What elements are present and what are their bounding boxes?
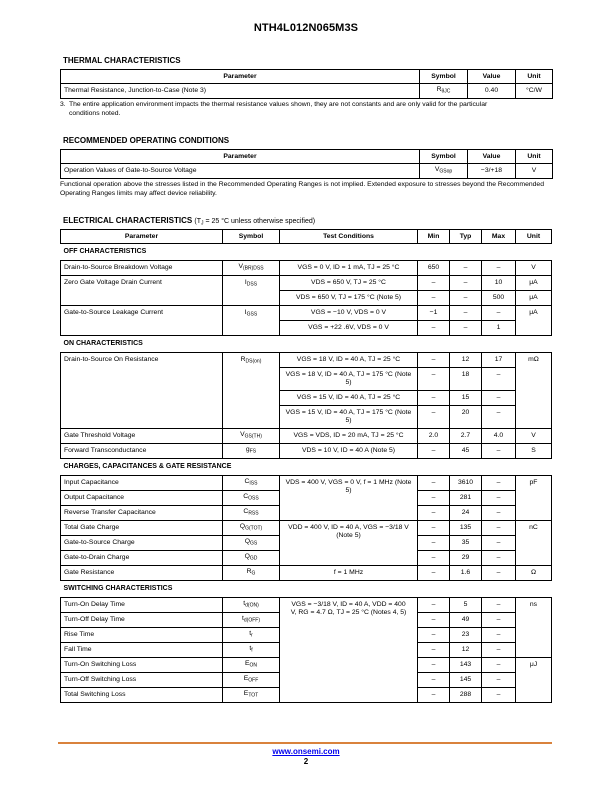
table-row — [61, 353, 552, 368]
typ-cell: – — [450, 261, 482, 276]
min-cell: – — [418, 276, 450, 291]
condition-cell: VGS = VDS, ID = 20 mA, TJ = 25 °C — [280, 429, 418, 444]
col-parameter: Parameter — [61, 70, 420, 84]
parameter-cell: Turn-On Switching Loss — [61, 658, 223, 673]
table-row — [61, 276, 552, 291]
symbol-cell — [223, 306, 280, 336]
parameter-cell: Turn-Off Delay Time — [61, 613, 223, 628]
parameter-cell: Gate-to-Source Leakage Current — [61, 306, 223, 336]
symbol-cell — [223, 673, 280, 688]
typ-cell: 2.7 — [450, 429, 482, 444]
symbol-cell — [223, 688, 280, 703]
min-cell: – — [418, 658, 450, 673]
parameter-cell: Reverse Transfer Capacitance — [61, 506, 223, 521]
condition-cell: VGS = 18 V, ID = 40 A, TJ = 25 °C — [280, 353, 418, 368]
condition-cell: VGS = −3/18 V, ID = 40 A, VDD = 400 V, RG = 4.7 Ω, TJ = 25 °C (Notes 4, 5) — [280, 598, 418, 703]
symbol-main: V — [240, 431, 245, 439]
max-cell: – — [482, 536, 516, 551]
subtitle-sub: J — [201, 220, 204, 227]
typ-cell: – — [450, 321, 482, 336]
min-cell: – — [418, 673, 450, 688]
page-title: NTH4L012N065M3S — [253, 22, 359, 34]
page-number: 2 — [303, 757, 309, 766]
min-cell: – — [418, 291, 450, 306]
typ-cell: 281 — [450, 491, 482, 506]
col-typ: Typ — [450, 230, 482, 244]
typ-cell: – — [450, 306, 482, 321]
typ-cell: 35 — [450, 536, 482, 551]
value-cell: 0.40 — [468, 84, 516, 99]
condition-cell: VDD = 400 V, ID = 40 A, VGS = −3/18 V (Note 5) — [280, 521, 418, 566]
symbol-cell — [223, 628, 280, 643]
typ-cell: 12 — [450, 643, 482, 658]
max-cell: – — [482, 658, 516, 673]
col-parameter: Parameter — [61, 230, 223, 244]
subtitle-prefix: (T — [194, 218, 202, 225]
symbol-cell — [223, 521, 280, 536]
unit-cell: μJ — [516, 658, 552, 703]
typ-cell: – — [450, 276, 482, 291]
condition-cell: VDS = 400 V, VGS = 0 V, f = 1 MHz (Note 5) — [280, 476, 418, 521]
symbol-sub: GSS — [246, 311, 258, 318]
max-cell: 4.0 — [482, 429, 516, 444]
min-cell: – — [418, 406, 450, 429]
max-cell: – — [482, 506, 516, 521]
col-symbol: Symbol — [223, 230, 280, 244]
max-cell: – — [482, 476, 516, 491]
max-cell: – — [482, 444, 516, 459]
symbol-sub: GS(TH) — [244, 433, 262, 440]
min-cell: – — [418, 628, 450, 643]
min-cell: – — [418, 353, 450, 368]
max-cell: – — [482, 261, 516, 276]
condition-cell: VGS = 15 V, ID = 40 A, TJ = 25 °C — [280, 391, 418, 406]
min-cell: – — [418, 566, 450, 581]
table-row — [61, 261, 552, 276]
symbol-sub: f — [251, 647, 253, 654]
thermal-table — [60, 69, 553, 99]
note-number: 3. — [60, 101, 66, 108]
condition-cell: VDS = 10 V, ID = 40 A (Note 5) — [280, 444, 418, 459]
max-cell: – — [482, 306, 516, 321]
col-value: Value — [468, 150, 516, 164]
symbol-sub: GSop — [439, 168, 453, 175]
max-cell: – — [482, 368, 516, 391]
unit-cell: ns — [516, 598, 552, 658]
min-cell: – — [418, 368, 450, 391]
typ-cell: 135 — [450, 521, 482, 536]
parameter-cell: Output Capacitance — [61, 491, 223, 506]
symbol-sub: ON — [249, 662, 258, 669]
value-cell: −3/+18 — [468, 164, 516, 179]
symbol-cell — [223, 261, 280, 276]
col-unit: Unit — [516, 230, 552, 244]
col-min: Min — [418, 230, 450, 244]
symbol-main: t — [249, 645, 252, 653]
group-header-charges — [61, 459, 552, 476]
condition-cell: VGS = 0 V, ID = 1 mA, TJ = 25 °C — [280, 261, 418, 276]
parameter-cell: Turn-On Delay Time — [61, 598, 223, 613]
symbol-main: E — [244, 660, 250, 668]
symbol-main: C — [244, 478, 250, 486]
condition-cell: VGS = +22 .6V, VDS = 0 V — [280, 321, 418, 336]
symbol-main: R — [436, 86, 442, 94]
symbol-cell — [223, 551, 280, 566]
unit-cell: V — [516, 164, 553, 179]
unit-cell: V — [516, 429, 552, 444]
max-cell: 10 — [482, 276, 516, 291]
symbol-main: E — [243, 690, 249, 698]
unit-cell: nC — [516, 521, 552, 566]
symbol-cell — [223, 491, 280, 506]
unit-cell: μA — [516, 306, 552, 336]
typ-cell: 23 — [450, 628, 482, 643]
symbol-cell — [223, 429, 280, 444]
electrical-subtitle — [194, 218, 315, 225]
symbol-sub: d(OFF) — [243, 617, 260, 624]
symbol-main: C — [243, 508, 249, 516]
recommended-section-title: RECOMMENDED OPERATING CONDITIONS — [63, 136, 230, 145]
subtitle-rest: = 25 °C unless otherwise specified) — [203, 218, 316, 225]
table-header-row — [61, 150, 553, 164]
typ-cell: 288 — [450, 688, 482, 703]
col-unit: Unit — [516, 150, 553, 164]
symbol-sub: GD — [249, 555, 258, 562]
typ-cell: 143 — [450, 658, 482, 673]
symbol-cell — [223, 643, 280, 658]
max-cell: – — [482, 643, 516, 658]
symbol-sub: RSS — [248, 510, 259, 517]
unit-cell: Ω — [516, 566, 552, 581]
symbol-main: Q — [244, 553, 250, 561]
parameter-cell: Gate-to-Source Charge — [61, 536, 223, 551]
symbol-main: E — [243, 675, 249, 683]
symbol-main: Q — [244, 538, 251, 546]
table-row — [61, 306, 552, 321]
electrical-section-title — [63, 216, 315, 227]
table-header-row — [61, 70, 553, 84]
table-row — [61, 476, 552, 491]
symbol-sub: FS — [249, 448, 257, 455]
max-cell: – — [482, 673, 516, 688]
recommended-note: Functional operation above the stresses listed in the Recommended Operating Ranges is not implied. Extended exposure to stresses beyond the Recommended Operating Ranges limits may affect device reliability. — [60, 181, 544, 197]
max-cell: – — [482, 551, 516, 566]
group-title: CHARGES, CAPACITANCES & GATE RESISTANCE — [63, 462, 232, 470]
condition-cell: f = 1 MHz — [280, 566, 418, 581]
group-header-switching — [61, 581, 552, 598]
max-cell: – — [482, 566, 516, 581]
parameter-cell: Rise Time — [61, 628, 223, 643]
symbol-main: Q — [239, 523, 246, 531]
min-cell: – — [418, 476, 450, 491]
min-cell: 650 — [418, 261, 450, 276]
min-cell: – — [418, 321, 450, 336]
min-cell: – — [418, 598, 450, 613]
unit-cell: μA — [516, 291, 552, 306]
typ-cell: 29 — [450, 551, 482, 566]
symbol-main: t — [243, 600, 246, 608]
typ-cell: 18 — [450, 368, 482, 391]
symbol-sub: GS — [250, 540, 258, 547]
electrical-table — [60, 229, 552, 703]
min-cell: – — [418, 506, 450, 521]
parameter-cell: Drain-to-Source Breakdown Voltage — [61, 261, 223, 276]
col-parameter: Parameter — [61, 150, 420, 164]
min-cell: – — [418, 536, 450, 551]
table-row — [61, 521, 552, 536]
max-cell: 1 — [482, 321, 516, 336]
min-cell: – — [418, 491, 450, 506]
min-cell: – — [418, 688, 450, 703]
symbol-main: I — [244, 279, 247, 286]
parameter-cell: Total Switching Loss — [61, 688, 223, 703]
min-cell: – — [418, 391, 450, 406]
symbol-sub: ISS — [249, 480, 258, 487]
typ-cell: 12 — [450, 353, 482, 368]
symbol-cell — [223, 536, 280, 551]
symbol-cell — [223, 566, 280, 581]
parameter-cell: Gate Threshold Voltage — [61, 429, 223, 444]
symbol-sub: r — [251, 632, 253, 639]
unit-cell: pF — [516, 476, 552, 521]
symbol-sub: OFF — [248, 677, 259, 684]
electrical-title-text: ELECTRICAL CHARACTERISTICS — [63, 216, 193, 225]
thermal-section-title: THERMAL CHARACTERISTICS — [63, 56, 181, 65]
max-cell: – — [482, 491, 516, 506]
unit-cell: μA — [516, 276, 552, 291]
parameter-cell: Turn-Off Switching Loss — [61, 673, 223, 688]
symbol-sub: G — [251, 570, 256, 577]
min-cell: – — [418, 521, 450, 536]
table-row — [61, 566, 552, 581]
symbol-sub: TOT — [248, 692, 259, 699]
symbol-sub: (BR)DSS — [242, 265, 264, 272]
table-row — [61, 598, 552, 613]
col-unit: Unit — [516, 70, 553, 84]
symbol-main: t — [249, 630, 252, 638]
parameter-cell: Input Capacitance — [61, 476, 223, 491]
symbol-main: I — [244, 309, 247, 316]
recommended-table — [60, 149, 553, 179]
condition-cell: VGS = 15 V, ID = 40 A, TJ = 175 °C (Note 5) — [280, 406, 418, 429]
unit-cell: S — [516, 444, 552, 459]
max-cell: – — [482, 628, 516, 643]
min-cell: 2.0 — [418, 429, 450, 444]
parameter-cell: Thermal Resistance, Junction-to-Case (Note 3) — [61, 84, 420, 99]
table-row — [61, 84, 553, 99]
symbol-main: g — [245, 446, 250, 454]
min-cell: – — [418, 613, 450, 628]
typ-cell: 49 — [450, 613, 482, 628]
max-cell: 17 — [482, 353, 516, 368]
group-title: ON CHARACTERISTICS — [63, 339, 143, 347]
parameter-cell: Gate Resistance — [61, 566, 223, 581]
col-symbol: Symbol — [420, 70, 468, 84]
symbol-cell — [223, 658, 280, 673]
typ-cell: 145 — [450, 673, 482, 688]
typ-cell: 24 — [450, 506, 482, 521]
max-cell: 500 — [482, 291, 516, 306]
unit-cell: V — [516, 261, 552, 276]
symbol-cell — [223, 613, 280, 628]
group-header-on — [61, 336, 552, 353]
onsemi-website-link[interactable]: www.onsemi.com — [272, 747, 340, 756]
max-cell: – — [482, 688, 516, 703]
symbol-cell — [223, 353, 280, 429]
symbol-cell — [223, 476, 280, 491]
typ-cell: 1.6 — [450, 566, 482, 581]
symbol-main: V — [238, 263, 243, 271]
min-cell: – — [418, 551, 450, 566]
col-max: Max — [482, 230, 516, 244]
symbol-cell — [223, 506, 280, 521]
table-row — [61, 429, 552, 444]
max-cell: – — [482, 521, 516, 536]
min-cell: – — [418, 643, 450, 658]
symbol-cell — [420, 164, 468, 179]
group-title: OFF CHARACTERISTICS — [63, 247, 147, 255]
parameter-cell: Zero Gate Voltage Drain Current — [61, 276, 223, 306]
typ-cell: 45 — [450, 444, 482, 459]
max-cell: – — [482, 613, 516, 628]
condition-cell: VGS = −10 V, VDS = 0 V — [280, 306, 418, 321]
symbol-main: t — [242, 615, 244, 623]
unit-cell: °C/W — [516, 84, 553, 99]
min-cell: – — [418, 444, 450, 459]
condition-cell: VGS = 18 V, ID = 40 A, TJ = 175 °C (Note 5) — [280, 368, 418, 391]
symbol-sub: DS(on) — [245, 358, 262, 365]
note-text-2: conditions noted. — [69, 109, 121, 117]
group-header-off — [61, 244, 552, 261]
parameter-cell: Drain-to-Source On Resistance — [61, 353, 223, 429]
symbol-cell — [223, 444, 280, 459]
col-symbol: Symbol — [420, 150, 468, 164]
symbol-sub: G(TOT) — [245, 525, 263, 532]
condition-cell: VDS = 650 V, TJ = 175 °C (Note 5) — [280, 291, 418, 306]
symbol-main: C — [243, 493, 249, 501]
typ-cell: 15 — [450, 391, 482, 406]
symbol-sub: OSS — [248, 495, 259, 502]
min-cell: −1 — [418, 306, 450, 321]
col-value: Value — [468, 70, 516, 84]
unit-cell: mΩ — [516, 353, 552, 429]
symbol-main: R — [240, 356, 246, 363]
parameter-cell: Gate-to-Drain Charge — [61, 551, 223, 566]
parameter-cell: Operation Values of Gate-to-Source Voltage — [61, 164, 420, 179]
footer-divider — [58, 742, 552, 744]
symbol-sub: d(ON) — [245, 602, 259, 609]
table-row — [61, 164, 553, 179]
thermal-note — [60, 101, 552, 119]
symbol-cell — [223, 276, 280, 306]
symbol-main: V — [434, 166, 440, 174]
typ-cell: 3610 — [450, 476, 482, 491]
typ-cell: 5 — [450, 598, 482, 613]
symbol-sub: DSS — [246, 281, 258, 288]
max-cell: – — [482, 391, 516, 406]
table-row — [61, 444, 552, 459]
table-header-row — [61, 230, 552, 244]
symbol-main: R — [246, 568, 252, 576]
parameter-cell: Total Gate Charge — [61, 521, 223, 536]
condition-cell: VDS = 650 V, TJ = 25 °C — [280, 276, 418, 291]
col-test-conditions: Test Conditions — [280, 230, 418, 244]
typ-cell: – — [450, 291, 482, 306]
max-cell: – — [482, 406, 516, 429]
parameter-cell: Forward Transconductance — [61, 444, 223, 459]
parameter-cell: Fall Time — [61, 643, 223, 658]
note-text-1: The entire application environment impacts the thermal resistance values shown, they are not constants and are only valid for the particular — [69, 101, 488, 108]
typ-cell: 20 — [450, 406, 482, 429]
group-title: SWITCHING CHARACTERISTICS — [63, 584, 173, 592]
max-cell: – — [482, 598, 516, 613]
symbol-sub: θJC — [441, 88, 451, 95]
symbol-cell — [420, 84, 468, 99]
symbol-cell — [223, 598, 280, 613]
